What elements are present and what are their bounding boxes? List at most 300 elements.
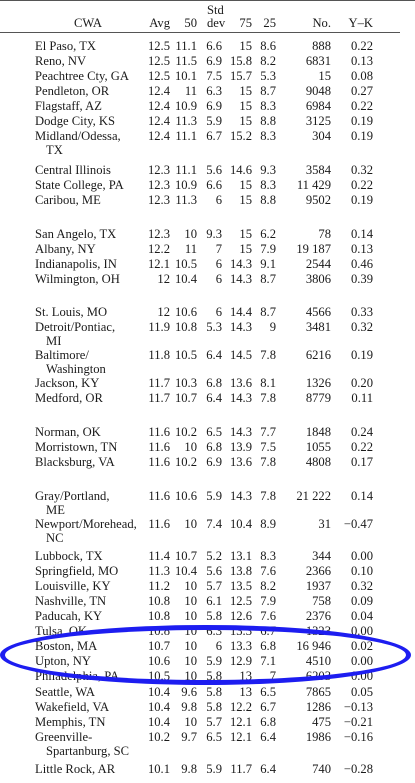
cell-p50: 10: [184, 669, 197, 683]
cell-p75: 15: [239, 99, 252, 113]
cell-p75: 13: [239, 669, 252, 683]
cell-avg: 11.6: [148, 517, 170, 531]
cell-p25: 8.8: [260, 193, 276, 207]
cell-p25: 8.2: [260, 54, 276, 68]
cell-p75: 14.6: [229, 163, 252, 177]
header-std-top: Std: [207, 3, 224, 17]
cell-std: 6.5: [206, 425, 222, 439]
cell-p25: 8.2: [260, 579, 276, 593]
cell-cwa: Morristown, TN: [35, 440, 118, 454]
cell-no: 1937: [305, 579, 331, 593]
cell-avg: 11.7: [148, 376, 170, 390]
cell-no: 2366: [305, 564, 331, 578]
cell-std: 6: [215, 639, 222, 653]
cell-p50: 11: [184, 242, 197, 256]
cell-yk: 0.22: [350, 178, 373, 192]
cell-p50: 10.3: [174, 376, 197, 390]
cell-p75: 14.3: [229, 489, 252, 503]
cell-std: 6: [215, 193, 222, 207]
cell-p50: 10: [184, 715, 197, 729]
cell-cwa: Lubbock, TX: [35, 549, 103, 563]
cell-cwa: Albany, NY: [35, 242, 96, 256]
cell-std: 5.9: [206, 114, 222, 128]
cell-p50: 10: [184, 440, 197, 454]
cell-yk: 0.32: [350, 163, 373, 177]
cell-p75: 12.1: [229, 730, 252, 744]
cell-avg: 11.7: [148, 391, 170, 405]
cell-p25: 7.5: [260, 440, 276, 454]
cell-yk: 0.02: [350, 639, 373, 653]
cell-no: 16 946: [296, 639, 331, 653]
cell-no: 1323: [305, 624, 331, 638]
cell-avg: 12.4: [147, 84, 170, 98]
cell-p75: 12.9: [229, 654, 252, 668]
cell-p25: 6.7: [260, 700, 276, 714]
cell-yk: 0.10: [350, 564, 373, 578]
cell-cwa: Flagstaff, AZ: [35, 99, 102, 113]
cell-avg: 11.6: [148, 440, 170, 454]
cell-p75: 13.5: [229, 579, 252, 593]
cell-avg: 12: [157, 272, 170, 286]
cell-cwa: Boston, MA: [35, 639, 98, 653]
cell-avg: 10.2: [147, 730, 170, 744]
cell-yk: 0.19: [350, 193, 373, 207]
cell-avg: 10.4: [147, 700, 170, 714]
cell-cwa: Baltimore/: [35, 348, 89, 362]
cell-p25: 7.8: [260, 455, 276, 469]
cell-no: 1986: [305, 730, 331, 744]
cell-yk: 0.11: [351, 391, 373, 405]
cell-p50: 10: [184, 609, 197, 623]
cell-yk: 0.33: [350, 305, 373, 319]
cell-no: 740: [312, 762, 331, 776]
cell-avg: 12.3: [147, 227, 170, 241]
cell-p75: 15.7: [229, 69, 252, 83]
cell-p50: 10.7: [174, 549, 197, 563]
cell-p75: 10.4: [229, 517, 252, 531]
cell-avg: 12.4: [147, 99, 170, 113]
cell-no: 7865: [305, 685, 331, 699]
cell-p25: 9.1: [260, 257, 276, 271]
cell-std: 6: [215, 257, 222, 271]
cell-cwa: Pendleton, OR: [35, 84, 110, 98]
cell-avg: 10.8: [147, 594, 170, 608]
cell-cwa: El Paso, TX: [35, 39, 96, 53]
cell-p25: 7.8: [260, 348, 276, 362]
cell-cwa: Paducah, KY: [35, 609, 103, 623]
cell-no: 4510: [305, 654, 331, 668]
cell-cwa: Seattle, WA: [35, 685, 95, 699]
cell-yk: 0.22: [350, 99, 373, 113]
cell-avg: 11.6: [148, 455, 170, 469]
cell-no: 4808: [305, 455, 331, 469]
cell-cwa: Detroit/Pontiac,: [35, 320, 116, 334]
cell-p50: 10: [184, 639, 197, 653]
cell-yk: 0.00: [350, 549, 373, 563]
cell-std: 5.6: [206, 564, 222, 578]
header-75: 75: [239, 16, 252, 30]
cell-cwa: Wakefield, VA: [35, 700, 110, 714]
cell-no: 1848: [305, 425, 331, 439]
cell-no: 6831: [305, 54, 331, 68]
cell-yk: 0.20: [350, 376, 373, 390]
cell-yk: 0.32: [350, 579, 373, 593]
header-cwa: CWA: [74, 16, 102, 30]
cell-p25: 7.9: [260, 242, 276, 256]
cell-no: 6216: [305, 348, 331, 362]
cell-yk: 0.46: [350, 257, 373, 271]
cell-std: 6.9: [206, 99, 222, 113]
cell-p25: 9: [269, 320, 276, 334]
cell-std: 7.4: [206, 517, 222, 531]
cell-p75: 15.2: [229, 129, 252, 143]
cell-avg: 10.1: [147, 762, 170, 776]
cell-p50: 10: [184, 227, 197, 241]
cell-avg: 12.4: [147, 114, 170, 128]
cell-p50: 11.3: [175, 193, 197, 207]
cell-p75: 15: [239, 84, 252, 98]
cell-p50: 10.5: [174, 348, 197, 362]
cell-yk: −0.13: [343, 700, 373, 714]
cell-cwa: Central Illinois: [35, 163, 111, 177]
cell-p50: 10.8: [174, 320, 197, 334]
cell-cwa: Nashville, TN: [35, 594, 107, 608]
cell-p75: 15: [239, 178, 252, 192]
cell-std: 6.6: [206, 39, 222, 53]
cell-p50: 11.1: [175, 163, 197, 177]
cell-p75: 13.9: [229, 440, 252, 454]
cell-p25: 8.7: [260, 84, 276, 98]
cell-p25: 6.8: [260, 639, 276, 653]
cell-p25: 7.6: [260, 564, 276, 578]
cell-no: 1326: [305, 376, 331, 390]
cell-p25: 5.3: [260, 69, 276, 83]
cell-std: 6.3: [206, 84, 222, 98]
cell-p75: 13.1: [229, 549, 252, 563]
cell-p50: 10: [184, 594, 197, 608]
cell-p75: 12.1: [229, 715, 252, 729]
cell-p25: 8.6: [260, 39, 276, 53]
cell-p50: 9.6: [181, 685, 197, 699]
cell-p75: 15.8: [229, 54, 252, 68]
cell-p25: 6.2: [260, 227, 276, 241]
cell-p75: 12.2: [229, 700, 252, 714]
cell-p50: 10.7: [174, 391, 197, 405]
cell-no: 15: [318, 69, 331, 83]
cell-no: 4566: [305, 305, 331, 319]
cell-yk: −0.28: [343, 762, 373, 776]
cell-std: 5.8: [206, 609, 222, 623]
cell-avg: 10.6: [147, 654, 170, 668]
header-avg: Avg: [149, 16, 170, 30]
cell-cwa: Blacksburg, VA: [35, 455, 115, 469]
cell-std: 5.2: [206, 549, 222, 563]
cell-std: 6: [215, 272, 222, 286]
cell-yk: 0.24: [350, 425, 373, 439]
cell-std: 6.7: [206, 129, 222, 143]
cell-std: 5.7: [206, 715, 222, 729]
cell-yk: 0.19: [350, 129, 373, 143]
cell-cwa: Midland/Odessa,: [35, 129, 121, 143]
cell-cwa: Indianapolis, IN: [35, 257, 117, 271]
cell-p25: 6.4: [260, 762, 276, 776]
cell-avg: 11.6: [148, 489, 170, 503]
cell-yk: 0.09: [350, 594, 373, 608]
cell-p50: 10.9: [174, 99, 197, 113]
cell-p50: 9.8: [181, 762, 197, 776]
cell-p75: 12.6: [229, 609, 252, 623]
cell-p25: 6.8: [260, 715, 276, 729]
cell-cwa: Tulsa, OK: [35, 624, 88, 638]
cell-p25: 8.7: [260, 305, 276, 319]
cell-yk: 0.14: [350, 489, 373, 503]
header-yk: Y–K: [348, 16, 373, 30]
cell-p75: 15: [239, 39, 252, 53]
cell-p25: 7.8: [260, 391, 276, 405]
cell-std: 5.8: [206, 685, 222, 699]
cell-p50: 11.1: [175, 129, 197, 143]
cell-no: 19 187: [296, 242, 331, 256]
cell-p75: 13.6: [229, 376, 252, 390]
cell-std: 5.8: [206, 669, 222, 683]
cell-p75: 13: [239, 685, 252, 699]
cell-p75: 14.3: [229, 391, 252, 405]
cell-avg: 12.4: [147, 129, 170, 143]
cell-p50: 10.2: [174, 455, 197, 469]
cell-p50: 10.9: [174, 178, 197, 192]
cell-p75: 14.3: [229, 425, 252, 439]
cell-p25: 8.8: [260, 114, 276, 128]
cell-yk: 0.19: [350, 114, 373, 128]
cell-p75: 14.3: [229, 257, 252, 271]
cell-p75: 14.3: [229, 272, 252, 286]
cell-no: 21 222: [296, 489, 331, 503]
cell-p75: 11.7: [230, 762, 252, 776]
cell-p50: 10.6: [174, 489, 197, 503]
cell-cwa: Medford, OR: [35, 391, 103, 405]
cell-yk: 0.19: [350, 348, 373, 362]
cell-yk: 0.39: [350, 272, 373, 286]
cell-std: 5.9: [206, 654, 222, 668]
cell-cwa: ME: [46, 503, 65, 517]
cell-p25: 6.7: [260, 624, 276, 638]
cell-avg: 10.4: [147, 685, 170, 699]
cell-p50: 10: [184, 517, 197, 531]
cell-std: 6: [215, 305, 222, 319]
cell-cwa: Caribou, ME: [35, 193, 101, 207]
cell-cwa: Jackson, KY: [35, 376, 100, 390]
cell-no: 3125: [305, 114, 331, 128]
cell-p75: 12.5: [229, 594, 252, 608]
cell-cwa: Little Rock, AR: [35, 762, 116, 776]
cell-p75: 13.6: [229, 455, 252, 469]
top-rule: [0, 0, 415, 1]
cell-p75: 15: [239, 227, 252, 241]
cell-p25: 8.9: [260, 517, 276, 531]
cell-yk: 0.13: [350, 242, 373, 256]
cell-std: 7.5: [206, 69, 222, 83]
cell-avg: 11.6: [148, 425, 170, 439]
cell-p50: 10.5: [174, 257, 197, 271]
cell-p75: 13.3: [229, 624, 252, 638]
cell-yk: 0.00: [350, 669, 373, 683]
cell-cwa: NC: [46, 531, 64, 545]
cell-avg: 10.5: [147, 669, 170, 683]
cell-cwa: San Angelo, TX: [35, 227, 117, 241]
cell-cwa: State College, PA: [35, 178, 124, 192]
cell-yk: 0.22: [350, 440, 373, 454]
cell-p25: 7.8: [260, 489, 276, 503]
cell-p50: 10: [184, 579, 197, 593]
cell-cwa: Springfield, MO: [35, 564, 119, 578]
cell-cwa: Wilmington, OH: [35, 272, 120, 286]
cell-avg: 10.8: [147, 609, 170, 623]
cell-std: 9.3: [206, 227, 222, 241]
cell-p25: 8.7: [260, 272, 276, 286]
cell-no: 6203: [305, 669, 331, 683]
cell-p75: 15: [239, 114, 252, 128]
cell-no: 344: [312, 549, 331, 563]
cell-no: 8779: [305, 391, 331, 405]
cell-std: 5.6: [206, 163, 222, 177]
cell-no: 3806: [305, 272, 331, 286]
cell-std: 6.4: [206, 348, 222, 362]
cell-avg: 11.8: [148, 348, 170, 362]
cell-cwa: Reno, NV: [35, 54, 87, 68]
cell-cwa: Upton, NY: [35, 654, 91, 668]
cell-no: 304: [312, 129, 331, 143]
cell-avg: 12: [157, 305, 170, 319]
cell-no: 888: [312, 39, 331, 53]
cell-avg: 12.5: [147, 39, 170, 53]
cell-p75: 14.5: [229, 348, 252, 362]
cell-avg: 12.3: [147, 193, 170, 207]
cell-p50: 10.2: [174, 425, 197, 439]
cell-p25: 8.1: [260, 376, 276, 390]
cell-no: 11 429: [296, 178, 331, 192]
cell-p25: 7.1: [260, 654, 276, 668]
cell-no: 1286: [305, 700, 331, 714]
header-50: 50: [184, 16, 197, 30]
cell-no: 9502: [305, 193, 331, 207]
cell-p50: 11.3: [175, 114, 197, 128]
cell-cwa: Greenville-: [35, 730, 93, 744]
cell-avg: 11.4: [148, 549, 170, 563]
cell-no: 3481: [305, 320, 331, 334]
cell-no: 6984: [305, 99, 331, 113]
cell-std: 6.4: [206, 391, 222, 405]
cell-p25: 8.3: [260, 129, 276, 143]
cell-cwa: Dodge City, KS: [35, 114, 115, 128]
cell-cwa: St. Louis, MO: [35, 305, 108, 319]
cell-cwa: Louisville, KY: [35, 579, 111, 593]
cell-yk: 0.04: [350, 609, 373, 623]
cell-std: 5.3: [206, 320, 222, 334]
cell-p25: 9.3: [260, 163, 276, 177]
cell-no: 31: [318, 517, 331, 531]
cell-avg: 11.9: [148, 320, 170, 334]
cell-cwa: Norman, OK: [35, 425, 101, 439]
cell-p50: 11.5: [175, 54, 197, 68]
cell-p25: 7.6: [260, 609, 276, 623]
cell-yk: 0.13: [350, 54, 373, 68]
cell-p50: 10: [184, 654, 197, 668]
cell-avg: 12.5: [147, 69, 170, 83]
cell-avg: 10.8: [147, 624, 170, 638]
cell-cwa: Spartanburg, SC: [46, 744, 130, 758]
cell-std: 6.3: [206, 624, 222, 638]
cell-yk: 0.05: [350, 685, 373, 699]
cell-std: 5.9: [206, 762, 222, 776]
cell-cwa: Philadelphia, PA: [35, 669, 120, 683]
cell-p50: 9.7: [181, 730, 197, 744]
cell-cwa: Peachtree Cty, GA: [35, 69, 129, 83]
cell-cwa: TX: [46, 143, 63, 157]
cell-avg: 12.5: [147, 54, 170, 68]
cell-p75: 13.8: [229, 564, 252, 578]
cell-p50: 10: [184, 624, 197, 638]
cell-yk: 0.00: [350, 624, 373, 638]
cell-p25: 6.5: [260, 685, 276, 699]
header-std-bottom: dev: [207, 16, 226, 30]
cell-avg: 10.7: [147, 639, 170, 653]
cell-yk: 0.14: [350, 227, 373, 241]
cell-std: 6.1: [206, 594, 222, 608]
cell-std: 6.5: [206, 730, 222, 744]
cell-p75: 15: [239, 193, 252, 207]
cell-std: 5.9: [206, 489, 222, 503]
cell-std: 6.8: [206, 440, 222, 454]
cell-p50: 10.4: [174, 564, 197, 578]
cell-std: 6.8: [206, 376, 222, 390]
cell-no: 475: [312, 715, 331, 729]
cell-avg: 12.3: [147, 163, 170, 177]
cell-std: 5.7: [206, 579, 222, 593]
cell-p50: 11: [184, 84, 197, 98]
cell-yk: 0.27: [350, 84, 373, 98]
cell-p25: 8.3: [260, 549, 276, 563]
cell-no: 9048: [305, 84, 331, 98]
cell-p50: 9.8: [181, 700, 197, 714]
cell-p25: 7: [269, 669, 276, 683]
cell-no: 2376: [305, 609, 331, 623]
cell-std: 5.8: [206, 700, 222, 714]
cell-avg: 11.3: [148, 564, 170, 578]
cell-yk: −0.21: [343, 715, 373, 729]
cell-no: 2544: [305, 257, 331, 271]
cell-std: 6.9: [206, 455, 222, 469]
cell-cwa: Memphis, TN: [35, 715, 106, 729]
cell-avg: 12.3: [147, 178, 170, 192]
cell-cwa: Washington: [46, 362, 106, 376]
cell-p75: 13.3: [229, 639, 252, 653]
cell-yk: 0.17: [350, 455, 373, 469]
cell-p25: 8.3: [260, 178, 276, 192]
cell-yk: 0.32: [350, 320, 373, 334]
cell-yk: 0.22: [350, 39, 373, 53]
header-rule: [0, 32, 400, 33]
cell-avg: 10.4: [147, 715, 170, 729]
cell-no: 758: [312, 594, 331, 608]
header-25: 25: [263, 16, 276, 30]
cell-no: 3584: [305, 163, 331, 177]
cell-p75: 14.4: [229, 305, 252, 319]
cell-p25: 7.7: [260, 425, 276, 439]
cell-p25: 7.9: [260, 594, 276, 608]
cell-p50: 10.1: [174, 69, 197, 83]
header-no: No.: [312, 16, 331, 30]
cell-yk: 0.00: [350, 654, 373, 668]
